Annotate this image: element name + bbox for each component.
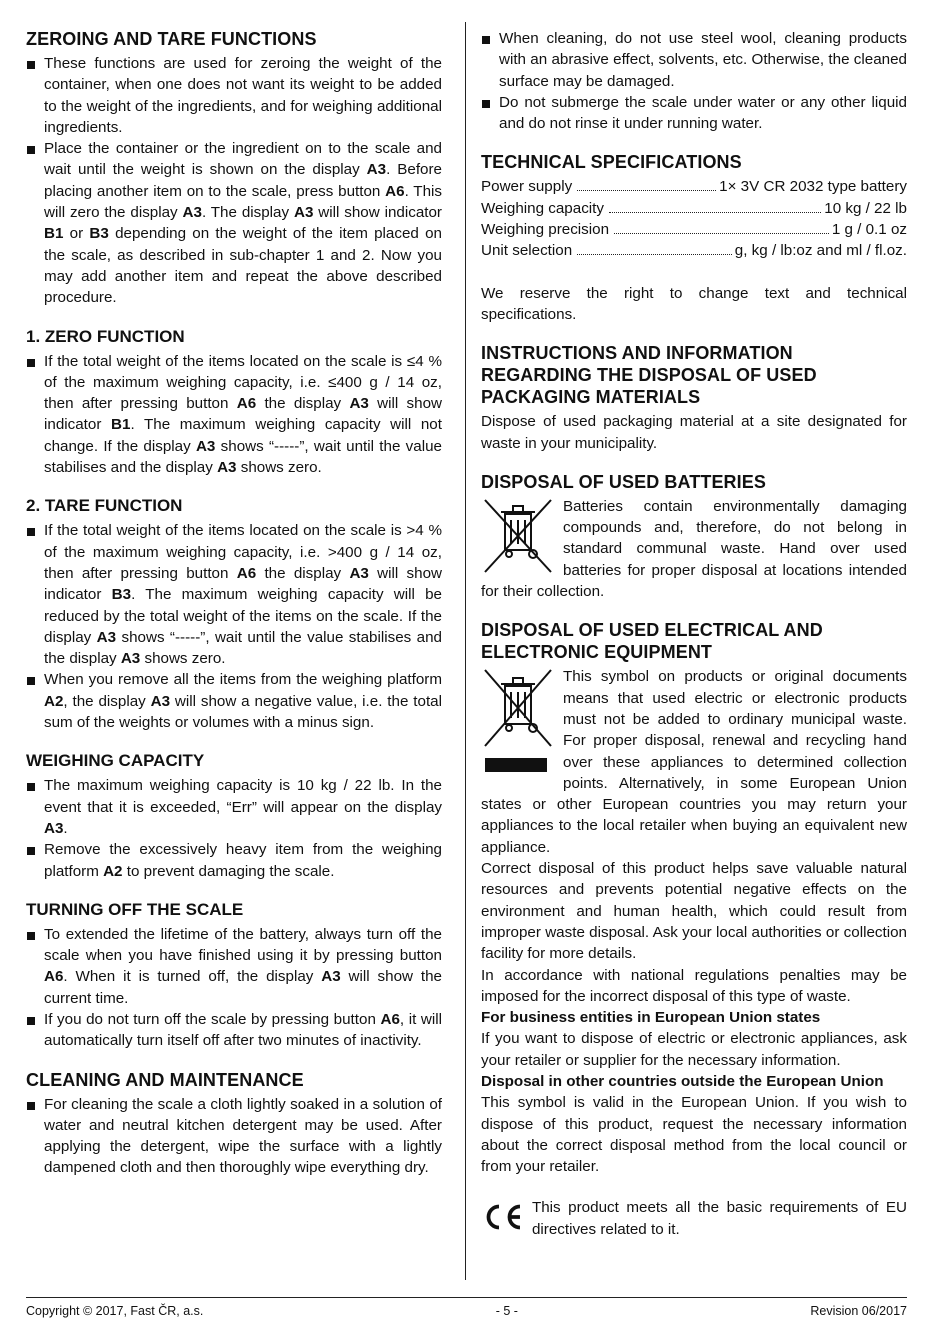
weee-symbol <box>481 666 557 776</box>
bullet-zeroing-procedure: Place the container or the ingredient on to the scale and wait until the weight is shown on the display A3. Before placing another item on to the scale, press button A6. This will zero the display A3. The display A3 will show indicator B1 or B3 depending on the weight of the item placed on the scale, as described in sub-chapter 1 and 2. Now you may add another item and repeat the above described procedure. <box>26 138 442 308</box>
bullet-tare-negative: When you remove all the items from the weighing platform A2, the display A3 will show a negative value, i.e. the total sum of the weights or volumes with a minus sign. <box>26 669 442 733</box>
weee-p3: In accordance with national regulations penalties may be imposed for the incorrect disposal of this type of waste. <box>481 966 907 1005</box>
heading-weighing-capacity: WEIGHING CAPACITY <box>26 751 205 771</box>
bullet-zero-function: If the total weight of the items located on the scale is ≤4 % of the maximum weighing capacity, i.e. ≤400 g / 14 oz, then after pressing button A6 the display A3 will show indicator B1. The maximum weighing capacity will not change. If the display A3 shows “-----”, wait until the value stabilises and the display A3 shows zero. <box>26 351 442 479</box>
spec-row <box>481 176 907 197</box>
bullet-cleaning-no-abrasive: When cleaning, do not use steel wool, cleaning products with an abrasive effect, solvents, etc. Otherwise, the cleaned surface may be damaged. <box>481 28 907 92</box>
weee-p2: Correct disposal of this product helps save valuable natural resources and prevents potential negative effects on the environment and human health, which could result from improper waste disposal. Ask your local authorities or collection facility for more details. <box>481 860 907 963</box>
section-tare-function <box>26 495 442 733</box>
bullet-cleaning-no-submerge: Do not submerge the scale under water or any other liquid and do not rinse it under running water. <box>481 92 907 135</box>
spec-label: Power supply <box>481 178 573 196</box>
ce-mark-icon <box>481 1197 526 1237</box>
weee-heading-business: For business entities in European Union states <box>481 1009 821 1027</box>
section-zeroing-tare <box>26 28 442 309</box>
heading-zero-function: 1. ZERO FUNCTION <box>26 326 185 346</box>
heading-specs: TECHNICAL SPECIFICATIONS <box>481 152 742 173</box>
specs-table <box>481 176 907 261</box>
bullet-capacity-max: The maximum weighing capacity is 10 kg / 22 lb. In the event that it is exceeded, “Err” will appear on the display A3. <box>26 775 442 839</box>
bullet-zeroing-purpose: These functions are used for zeroing the weight of the container, when one does not want its weight to be added to the weight of the ingredients, and for weighing additional ingredients. <box>26 53 442 138</box>
heading-cleaning: CLEANING AND MAINTENANCE <box>26 1069 304 1090</box>
ce-text: This product meets all the basic requirements of EU directives related to it. <box>531 1199 907 1238</box>
weee-p1: This symbol on products or original documents means that used electric or electronic products must not be added to ordinary municipal waste. For proper disposal, renewal and recycling hand over these appliances to determined collection points. Alternatively, in some European Union states or other European countries you may return your appliances to the local retailer when buying an equivalent new appliance. <box>481 668 907 856</box>
spec-value: g, kg / lb:oz and ml / fl.oz. <box>734 242 907 260</box>
heading-zeroing-tare: ZEROING AND TARE FUNCTIONS <box>26 29 317 49</box>
bullet-cleaning-solution: For cleaning the scale a cloth lightly soaked in a solution of water and neutral kitchen detergent may be used. After applying the detergent, wipe the surface with a lightly dampened cloth and then thoroughly wipe everything dry. <box>26 1094 442 1179</box>
heading-weee: DISPOSAL OF USED ELECTRICAL AND ELECTRONIC EQUIPMENT <box>481 620 823 663</box>
section-cleaning-continued <box>481 28 907 134</box>
bullet-capacity-remove: Remove the excessively heavy item from the weighing platform A2 to prevent damaging the scale. <box>26 839 442 882</box>
crossed-bin-icon <box>481 496 557 576</box>
column-divider <box>465 22 466 1280</box>
weee-bar <box>485 758 547 772</box>
heading-packaging: INSTRUCTIONS AND INFORMATION REGARDING THE DISPOSAL OF USED PACKAGING MATERIALS <box>481 343 817 408</box>
section-zero-function <box>26 326 442 479</box>
footer-page-number: - 5 - <box>495 1304 518 1318</box>
weee-p4: If you want to dispose of electric or electronic appliances, ask your retailer or supplier for the necessary information. <box>481 1030 907 1069</box>
spec-row <box>481 240 907 261</box>
spec-row <box>481 198 907 219</box>
specs-note: We reserve the right to change text and technical specifications. <box>481 284 907 323</box>
spec-label: Unit selection <box>481 242 573 260</box>
heading-turning-off: TURNING OFF THE SCALE <box>26 899 244 919</box>
spec-value: 1× 3V CR 2032 type battery <box>719 178 907 196</box>
spec-label: Weighing precision <box>481 221 610 239</box>
heading-batteries: DISPOSAL OF USED BATTERIES <box>481 471 766 492</box>
packaging-text: Dispose of used packaging material at a site designated for waste in your municipality. <box>481 413 907 452</box>
weee-p5: This symbol is valid in the European Union. If you wish to dispose of this product, request the necessary information about the correct disposal method from the local council or from your retailer. <box>481 1094 907 1176</box>
heading-tare-function: 2. TARE FUNCTION <box>26 496 183 516</box>
section-packaging <box>481 342 907 454</box>
section-weighing-capacity <box>26 750 442 881</box>
bullet-off-auto: If you do not turn off the scale by pressing button A6, it will automatically turn itself off after two minutes of inactivity. <box>26 1009 442 1052</box>
section-batteries <box>481 471 907 602</box>
section-weee <box>481 619 907 1240</box>
spec-label: Weighing capacity <box>481 199 604 217</box>
batteries-text: Batteries contain environmentally damaging compounds and, therefore, do not belong in standard communal waste. Hand over used batteries for proper disposal at locations intended for their collection. <box>481 497 907 601</box>
spec-row <box>481 219 907 240</box>
section-specs <box>481 151 907 325</box>
weee-heading-other: Disposal in other countries outside the European Union <box>481 1072 884 1090</box>
spec-value: 1 g / 0.1 oz <box>831 221 907 239</box>
footer-copyright: Copyright © 2017, Fast ČR, a.s. <box>26 1304 204 1318</box>
right-column <box>481 28 907 1257</box>
spec-value: 10 kg / 22 lb <box>824 199 907 217</box>
ce-block <box>481 1197 907 1240</box>
bullet-tare-function: If the total weight of the items located on the scale is >4 % of the maximum weighing capacity, i.e. >400 g / 14 oz, then after pressing button A6 the display A3 will show indicator B3. The maximum weighing capacity will be reduced by the total weight of the items on the scale. If the display A3 shows “-----”, wait until the value stabilises and the display A3 shows zero. <box>26 520 442 669</box>
page-footer <box>26 1297 907 1322</box>
section-cleaning <box>26 1069 442 1179</box>
left-column <box>26 28 442 1196</box>
crossed-bin-icon <box>481 666 557 750</box>
bullet-off-manual: To extended the lifetime of the battery, always turn off the scale when you have finished using it by pressing button A6. When it is turned off, the display A3 will show the current time. <box>26 924 442 1009</box>
footer-revision: Revision 06/2017 <box>810 1304 907 1318</box>
section-turning-off <box>26 899 442 1052</box>
